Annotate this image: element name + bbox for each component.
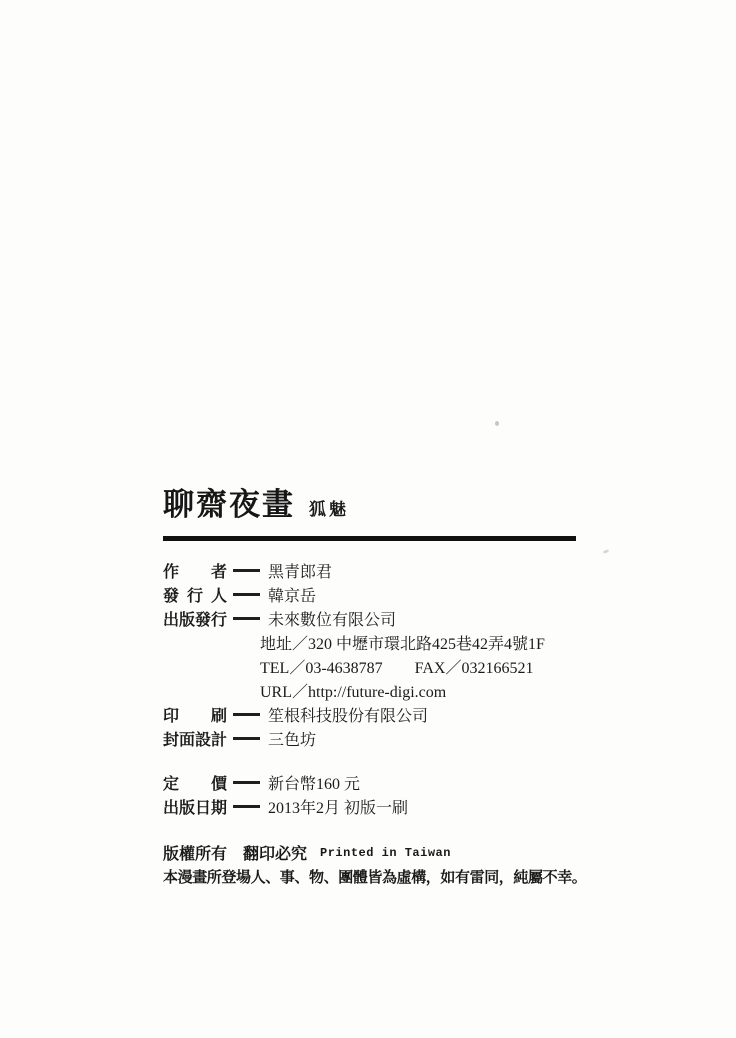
scan-speck: [603, 549, 610, 554]
book-subtitle: 狐魅: [309, 500, 349, 519]
row-address-value: 地址／320 中壢市環北路425巷42弄4號1F: [260, 635, 545, 653]
colophon-rows: [163, 558, 587, 888]
row-publishing: [163, 606, 576, 630]
row-tel-fax-value: TEL／03-4638787 FAX／032166521: [260, 659, 534, 677]
row-pub-date-value: 2013年2月 初版一刷: [268, 799, 409, 817]
colophon-content: [163, 487, 587, 888]
row-printer-label: 印刷: [163, 707, 227, 725]
scan-speck: [495, 421, 499, 426]
dash-rule: [233, 805, 260, 808]
spacer: [163, 750, 576, 770]
copyright-line: [163, 840, 576, 864]
row-address: [260, 630, 576, 654]
disclaimer-text: 本漫畫所登場人、事、物、團體皆為虛構，如有雷同，純屬不幸。: [163, 868, 587, 886]
row-url-value: URL／http://future-digi.com: [260, 683, 447, 701]
row-cover-design-value: 三色坊: [268, 731, 317, 749]
row-pub-date: [163, 794, 576, 818]
disclaimer-line: [163, 864, 587, 888]
row-author-label: 作者: [163, 563, 227, 581]
row-pub-date-label: 出版日期: [163, 799, 228, 817]
dash-rule: [233, 617, 260, 620]
row-publisher: [163, 582, 576, 606]
row-printer-value: 笙根科技股份有限公司: [268, 707, 429, 725]
row-publishing-value: 未來數位有限公司: [268, 611, 397, 629]
row-price: [163, 770, 576, 794]
row-price-label: 定價: [163, 775, 227, 793]
dash-rule: [233, 593, 260, 596]
dash-rule: [233, 713, 260, 716]
dash-rule: [233, 569, 260, 572]
row-price-value: 新台幣160 元: [268, 775, 361, 793]
row-printer: [163, 702, 576, 726]
row-url: [260, 678, 576, 702]
row-publisher-value: 韓京岳: [268, 587, 317, 605]
copyright-text: 版權所有 翻印必究: [163, 845, 308, 863]
row-cover-design: [163, 726, 576, 750]
spacer: [163, 818, 576, 840]
dash-rule: [233, 737, 260, 740]
row-publishing-label: 出版發行: [163, 611, 228, 629]
book-title: 聊齋夜畫: [163, 487, 295, 522]
dash-rule: [233, 781, 260, 784]
row-cover-design-label: 封面設計: [163, 731, 228, 749]
printed-in-taiwan-text: Printed in Taiwan: [320, 846, 451, 860]
row-publisher-label: 發行人: [163, 587, 227, 605]
row-author-value: 黑青郎君: [268, 563, 333, 581]
title-divider: [163, 536, 576, 541]
row-tel-fax: [260, 654, 576, 678]
title-row: [163, 488, 576, 522]
row-author: [163, 558, 576, 582]
